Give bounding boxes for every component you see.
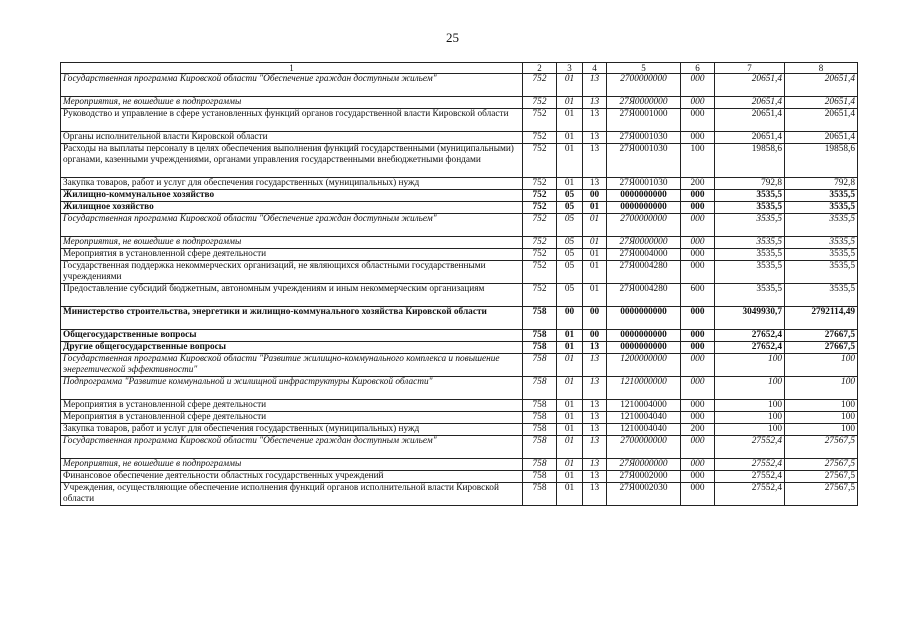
ministry-code: 758 xyxy=(523,459,557,471)
table-row xyxy=(61,202,858,214)
budget-item-name: Учреждения, осуществляющие обеспечение исполнения функций органов исполнительной власти Кировской области xyxy=(61,483,523,506)
expense-type-code: 000 xyxy=(681,214,715,237)
subsection-code: 13 xyxy=(583,459,607,471)
amount-year-1: 100 xyxy=(715,412,785,424)
ministry-code: 758 xyxy=(523,377,557,400)
ministry-code: 752 xyxy=(523,190,557,202)
amount-year-2: 27667,5 xyxy=(785,330,858,342)
section-code: 01 xyxy=(557,483,583,506)
target-article-code: 1210004040 xyxy=(607,412,681,424)
section-code: 01 xyxy=(557,330,583,342)
expense-type-code: 000 xyxy=(681,436,715,459)
amount-year-1: 27552,4 xyxy=(715,436,785,459)
table-row xyxy=(61,144,858,178)
subsection-code: 13 xyxy=(583,354,607,377)
ministry-code: 752 xyxy=(523,178,557,190)
budget-item-name: Органы исполнительной власти Кировской области xyxy=(61,132,523,144)
subsection-code: 13 xyxy=(583,436,607,459)
ministry-code: 758 xyxy=(523,412,557,424)
expense-type-code: 000 xyxy=(681,249,715,261)
ministry-code: 752 xyxy=(523,132,557,144)
expense-type-code: 000 xyxy=(681,412,715,424)
amount-year-2: 2792114,49 xyxy=(785,307,858,330)
ministry-code: 758 xyxy=(523,354,557,377)
amount-year-1: 27552,4 xyxy=(715,459,785,471)
ministry-code: 752 xyxy=(523,261,557,284)
section-code: 00 xyxy=(557,307,583,330)
table-row xyxy=(61,412,858,424)
table-row xyxy=(61,261,858,284)
section-code: 01 xyxy=(557,97,583,109)
subsection-code: 01 xyxy=(583,202,607,214)
expense-type-code: 000 xyxy=(681,483,715,506)
budget-item-name: Государственная программа Кировской области "Развитие жилищно-коммунального комплекса и повышение энергетической эффективности" xyxy=(61,354,523,377)
amount-year-2: 792,8 xyxy=(785,178,858,190)
column-header: 8 xyxy=(785,63,858,74)
amount-year-2: 100 xyxy=(785,412,858,424)
amount-year-1: 19858,6 xyxy=(715,144,785,178)
amount-year-1: 3535,5 xyxy=(715,284,785,307)
ministry-code: 752 xyxy=(523,284,557,307)
section-code: 01 xyxy=(557,144,583,178)
budget-table xyxy=(60,62,858,506)
ministry-code: 752 xyxy=(523,249,557,261)
amount-year-2: 27667,5 xyxy=(785,342,858,354)
table-row xyxy=(61,178,858,190)
column-header: 2 xyxy=(523,63,557,74)
target-article-code: 0000000000 xyxy=(607,307,681,330)
ministry-code: 758 xyxy=(523,424,557,436)
target-article-code: 27Я0002030 xyxy=(607,483,681,506)
amount-year-1: 3535,5 xyxy=(715,190,785,202)
subsection-code: 13 xyxy=(583,144,607,178)
budget-item-name: Мероприятия, не вошедшие в подпрограммы xyxy=(61,237,523,249)
section-code: 01 xyxy=(557,178,583,190)
subsection-code: 13 xyxy=(583,377,607,400)
budget-item-name: Мероприятия, не вошедшие в подпрограммы xyxy=(61,97,523,109)
budget-item-name: Государственная поддержка некоммерческих организаций, не являющихся областными государственными учреждениями xyxy=(61,261,523,284)
budget-item-name: Другие общегосударственные вопросы xyxy=(61,342,523,354)
column-header: 6 xyxy=(681,63,715,74)
section-code: 05 xyxy=(557,237,583,249)
table-row xyxy=(61,377,858,400)
ministry-code: 752 xyxy=(523,144,557,178)
table-row xyxy=(61,436,858,459)
amount-year-2: 27567,5 xyxy=(785,483,858,506)
subsection-code: 01 xyxy=(583,249,607,261)
expense-type-code: 000 xyxy=(681,377,715,400)
amount-year-2: 20651,4 xyxy=(785,132,858,144)
table-row xyxy=(61,471,858,483)
subsection-code: 01 xyxy=(583,214,607,237)
amount-year-1: 792,8 xyxy=(715,178,785,190)
subsection-code: 00 xyxy=(583,190,607,202)
amount-year-2: 3535,5 xyxy=(785,284,858,307)
expense-type-code: 000 xyxy=(681,261,715,284)
target-article-code: 1210004000 xyxy=(607,400,681,412)
expense-type-code: 100 xyxy=(681,144,715,178)
expense-type-code: 000 xyxy=(681,237,715,249)
budget-item-name: Государственная программа Кировской области "Обеспечение граждан доступным жильем" xyxy=(61,214,523,237)
section-code: 01 xyxy=(557,354,583,377)
amount-year-2: 3535,5 xyxy=(785,214,858,237)
subsection-code: 00 xyxy=(583,307,607,330)
section-code: 05 xyxy=(557,284,583,307)
ministry-code: 752 xyxy=(523,74,557,97)
target-article-code: 1210004040 xyxy=(607,424,681,436)
amount-year-2: 20651,4 xyxy=(785,109,858,132)
ministry-code: 752 xyxy=(523,214,557,237)
section-code: 01 xyxy=(557,377,583,400)
table-row xyxy=(61,307,858,330)
expense-type-code: 000 xyxy=(681,354,715,377)
table-row xyxy=(61,400,858,412)
amount-year-2: 27567,5 xyxy=(785,471,858,483)
section-code: 01 xyxy=(557,436,583,459)
target-article-code: 27Я0002000 xyxy=(607,471,681,483)
table-row xyxy=(61,342,858,354)
section-code: 01 xyxy=(557,459,583,471)
amount-year-2: 19858,6 xyxy=(785,144,858,178)
subsection-code: 01 xyxy=(583,261,607,284)
expense-type-code: 000 xyxy=(681,74,715,97)
amount-year-1: 20651,4 xyxy=(715,74,785,97)
amount-year-2: 27567,5 xyxy=(785,459,858,471)
table-row xyxy=(61,354,858,377)
expense-type-code: 200 xyxy=(681,424,715,436)
column-header: 3 xyxy=(557,63,583,74)
target-article-code: 0000000000 xyxy=(607,190,681,202)
ministry-code: 758 xyxy=(523,307,557,330)
amount-year-2: 100 xyxy=(785,377,858,400)
target-article-code: 2700000000 xyxy=(607,214,681,237)
expense-type-code: 200 xyxy=(681,178,715,190)
target-article-code: 0000000000 xyxy=(607,202,681,214)
table-row xyxy=(61,74,858,97)
amount-year-2: 3535,5 xyxy=(785,261,858,284)
amount-year-1: 27552,4 xyxy=(715,471,785,483)
section-code: 01 xyxy=(557,424,583,436)
subsection-code: 13 xyxy=(583,97,607,109)
budget-item-name: Мероприятия в установленной сфере деятельности xyxy=(61,249,523,261)
expense-type-code: 600 xyxy=(681,284,715,307)
target-article-code: 27Я0004000 xyxy=(607,249,681,261)
amount-year-2: 20651,4 xyxy=(785,74,858,97)
expense-type-code: 000 xyxy=(681,459,715,471)
amount-year-1: 20651,4 xyxy=(715,109,785,132)
amount-year-1: 27652,4 xyxy=(715,342,785,354)
column-number-header-row xyxy=(61,63,858,74)
subsection-code: 13 xyxy=(583,178,607,190)
budget-item-name: Жилищное хозяйство xyxy=(61,202,523,214)
subsection-code: 13 xyxy=(583,132,607,144)
subsection-code: 13 xyxy=(583,400,607,412)
section-code: 05 xyxy=(557,202,583,214)
budget-item-name: Закупка товаров, работ и услуг для обеспечения государственных (муниципальных) нужд xyxy=(61,178,523,190)
section-code: 01 xyxy=(557,74,583,97)
budget-item-name: Мероприятия в установленной сфере деятельности xyxy=(61,412,523,424)
amount-year-2: 100 xyxy=(785,354,858,377)
table-row xyxy=(61,483,858,506)
target-article-code: 27Я0000000 xyxy=(607,97,681,109)
amount-year-1: 3535,5 xyxy=(715,249,785,261)
target-article-code: 27Я0004280 xyxy=(607,284,681,307)
table-row xyxy=(61,132,858,144)
budget-item-name: Государственная программа Кировской области "Обеспечение граждан доступным жильем" xyxy=(61,74,523,97)
table-row xyxy=(61,97,858,109)
ministry-code: 752 xyxy=(523,202,557,214)
section-code: 01 xyxy=(557,471,583,483)
amount-year-1: 100 xyxy=(715,424,785,436)
subsection-code: 13 xyxy=(583,424,607,436)
expense-type-code: 000 xyxy=(681,471,715,483)
section-code: 01 xyxy=(557,342,583,354)
amount-year-2: 27567,5 xyxy=(785,436,858,459)
subsection-code: 13 xyxy=(583,412,607,424)
subsection-code: 13 xyxy=(583,471,607,483)
column-header: 7 xyxy=(715,63,785,74)
table-row xyxy=(61,424,858,436)
table-row xyxy=(61,109,858,132)
amount-year-1: 100 xyxy=(715,377,785,400)
target-article-code: 27Я0000000 xyxy=(607,237,681,249)
amount-year-2: 3535,5 xyxy=(785,190,858,202)
amount-year-1: 20651,4 xyxy=(715,132,785,144)
amount-year-2: 20651,4 xyxy=(785,97,858,109)
amount-year-1: 3535,5 xyxy=(715,261,785,284)
amount-year-2: 3535,5 xyxy=(785,202,858,214)
subsection-code: 13 xyxy=(583,74,607,97)
target-article-code: 0000000000 xyxy=(607,330,681,342)
target-article-code: 2700000000 xyxy=(607,436,681,459)
budget-item-name: Предоставление субсидий бюджетным, автономным учреждениям и иным некоммерческим организациям xyxy=(61,284,523,307)
ministry-code: 758 xyxy=(523,342,557,354)
budget-item-name: Закупка товаров, работ и услуг для обеспечения государственных (муниципальных) нужд xyxy=(61,424,523,436)
ministry-code: 752 xyxy=(523,97,557,109)
ministry-code: 758 xyxy=(523,330,557,342)
amount-year-2: 3535,5 xyxy=(785,237,858,249)
section-code: 05 xyxy=(557,214,583,237)
amount-year-1: 20651,4 xyxy=(715,97,785,109)
amount-year-1: 27652,4 xyxy=(715,330,785,342)
budget-item-name: Руководство и управление в сфере установленных функций органов государственной власти Кировской области xyxy=(61,109,523,132)
table-row xyxy=(61,214,858,237)
target-article-code: 27Я0001030 xyxy=(607,178,681,190)
page-number: 25 xyxy=(446,30,459,45)
subsection-code: 13 xyxy=(583,109,607,132)
amount-year-2: 100 xyxy=(785,400,858,412)
amount-year-1: 3535,5 xyxy=(715,237,785,249)
budget-item-name: Мероприятия, не вошедшие в подпрограммы xyxy=(61,459,523,471)
subsection-code: 13 xyxy=(583,483,607,506)
target-article-code: 2700000000 xyxy=(607,74,681,97)
column-header: 1 xyxy=(61,63,523,74)
section-code: 01 xyxy=(557,412,583,424)
expense-type-code: 000 xyxy=(681,330,715,342)
ministry-code: 758 xyxy=(523,483,557,506)
target-article-code: 1200000000 xyxy=(607,354,681,377)
ministry-code: 752 xyxy=(523,109,557,132)
expense-type-code: 000 xyxy=(681,342,715,354)
amount-year-1: 3535,5 xyxy=(715,214,785,237)
expense-type-code: 000 xyxy=(681,132,715,144)
section-code: 01 xyxy=(557,109,583,132)
column-header: 4 xyxy=(583,63,607,74)
table-row xyxy=(61,190,858,202)
section-code: 05 xyxy=(557,190,583,202)
amount-year-1: 100 xyxy=(715,354,785,377)
table-row xyxy=(61,459,858,471)
subsection-code: 00 xyxy=(583,330,607,342)
table-row xyxy=(61,330,858,342)
target-article-code: 27Я0001000 xyxy=(607,109,681,132)
ministry-code: 752 xyxy=(523,237,557,249)
amount-year-1: 27552,4 xyxy=(715,483,785,506)
subsection-code: 01 xyxy=(583,237,607,249)
expense-type-code: 000 xyxy=(681,400,715,412)
amount-year-1: 100 xyxy=(715,400,785,412)
section-code: 01 xyxy=(557,132,583,144)
table-row xyxy=(61,237,858,249)
section-code: 05 xyxy=(557,261,583,284)
ministry-code: 758 xyxy=(523,436,557,459)
budget-item-name: Государственная программа Кировской области "Обеспечение граждан доступным жильем" xyxy=(61,436,523,459)
target-article-code: 0000000000 xyxy=(607,342,681,354)
target-article-code: 27Я0001030 xyxy=(607,132,681,144)
budget-item-name: Финансовое обеспечение деятельности областных государственных учреждений xyxy=(61,471,523,483)
table-row xyxy=(61,284,858,307)
column-header: 5 xyxy=(607,63,681,74)
target-article-code: 27Я0004280 xyxy=(607,261,681,284)
target-article-code: 1210000000 xyxy=(607,377,681,400)
table-row xyxy=(61,249,858,261)
amount-year-1: 3049930,7 xyxy=(715,307,785,330)
expense-type-code: 000 xyxy=(681,97,715,109)
amount-year-2: 100 xyxy=(785,424,858,436)
budget-item-name: Расходы на выплаты персоналу в целях обеспечения выполнения функций государственными (муниципальными) органами, казенными учреждениями, органами управления государственными внебюджетными фондами xyxy=(61,144,523,178)
target-article-code: 27Я0000000 xyxy=(607,459,681,471)
ministry-code: 758 xyxy=(523,471,557,483)
budget-item-name: Министерство строительства, энергетики и жилищно-коммунального хозяйства Кировской области xyxy=(61,307,523,330)
subsection-code: 01 xyxy=(583,284,607,307)
section-code: 01 xyxy=(557,400,583,412)
amount-year-1: 3535,5 xyxy=(715,202,785,214)
expense-type-code: 000 xyxy=(681,202,715,214)
section-code: 05 xyxy=(557,249,583,261)
budget-item-name: Жилищно-коммунальное хозяйство xyxy=(61,190,523,202)
subsection-code: 13 xyxy=(583,342,607,354)
target-article-code: 27Я0001030 xyxy=(607,144,681,178)
amount-year-2: 3535,5 xyxy=(785,249,858,261)
budget-item-name: Общегосударственные вопросы xyxy=(61,330,523,342)
expense-type-code: 000 xyxy=(681,307,715,330)
expense-type-code: 000 xyxy=(681,190,715,202)
budget-item-name: Подпрограмма "Развитие коммунальной и жилищной инфраструктуры Кировской области" xyxy=(61,377,523,400)
budget-item-name: Мероприятия в установленной сфере деятельности xyxy=(61,400,523,412)
expense-type-code: 000 xyxy=(681,109,715,132)
ministry-code: 758 xyxy=(523,400,557,412)
